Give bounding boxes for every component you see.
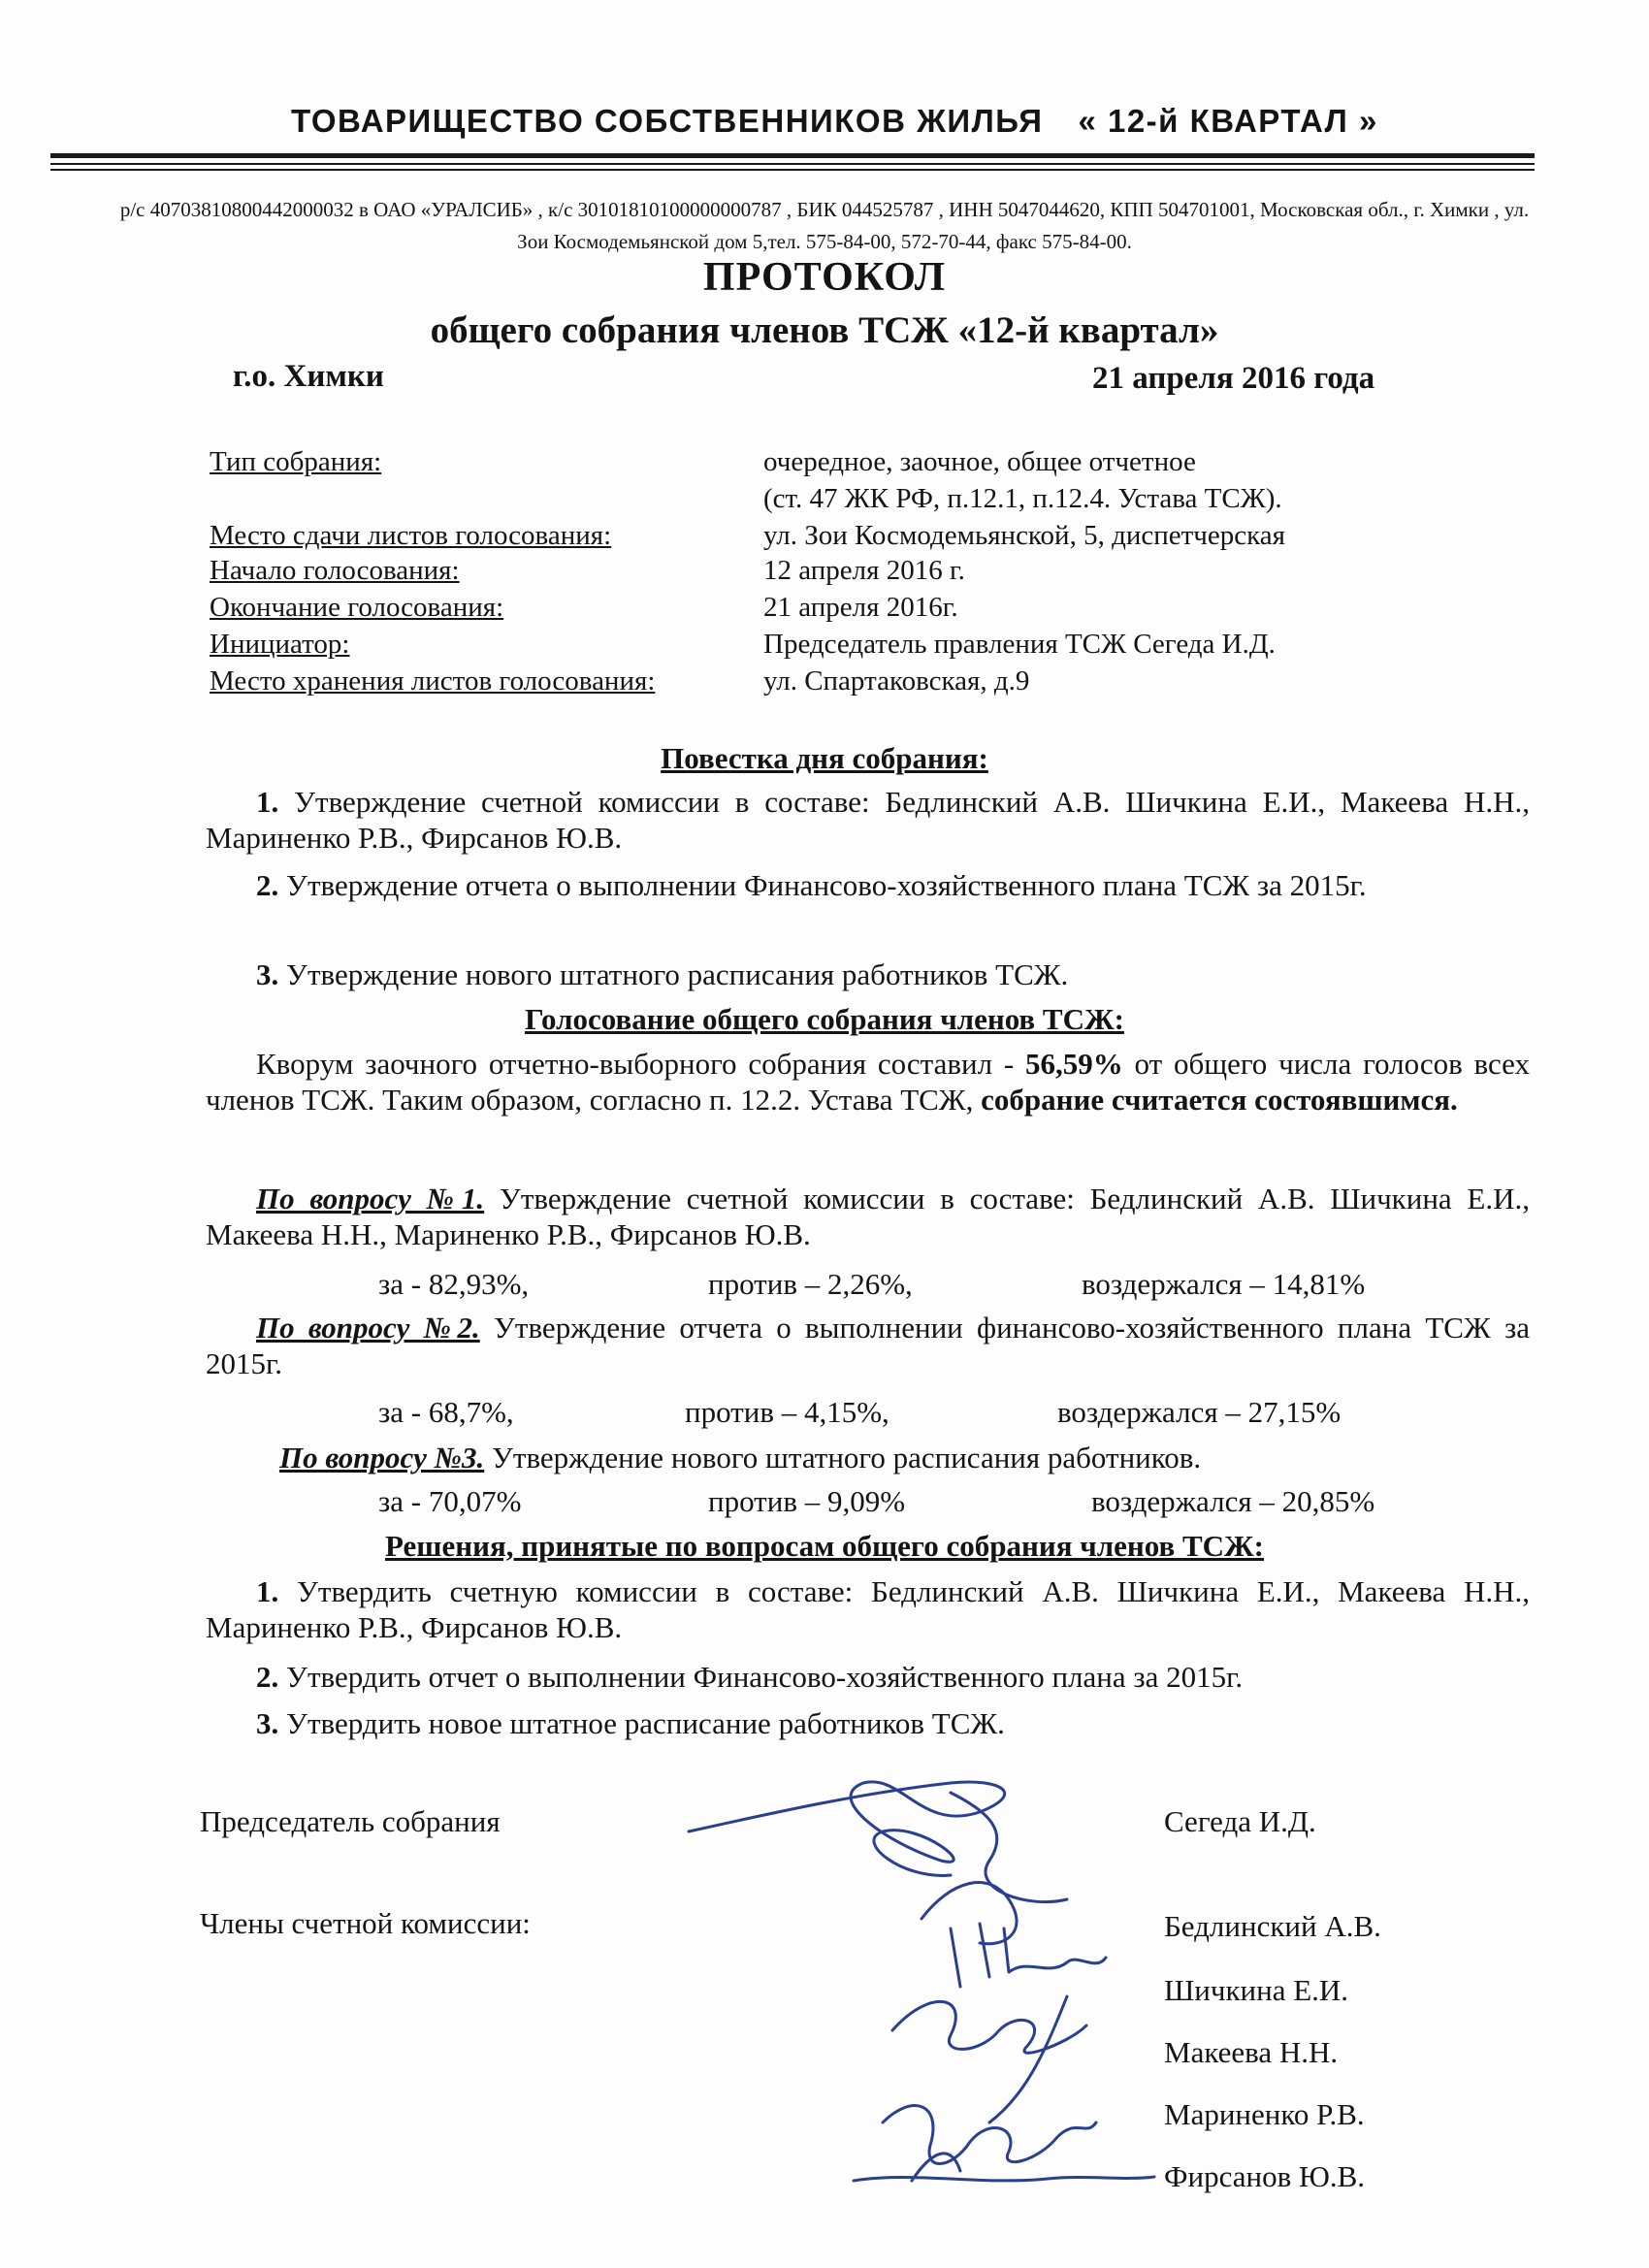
handwritten-signatures (660, 1754, 1203, 2210)
question-1-for: за - 82,93%, (378, 1267, 530, 1301)
signature-member-2 (892, 1996, 1086, 2122)
question-3 (229, 1440, 1529, 1475)
decision-3 (206, 1705, 1530, 1741)
question-3-text: Утверждение нового штатного расписания работников. (484, 1441, 1202, 1474)
question-2-for: за - 68,7%, (378, 1395, 514, 1429)
signature-member-3 (883, 2106, 1096, 2164)
question-2-against: против – 4,15%, (685, 1395, 889, 1429)
letterhead-rule-thick (50, 153, 1535, 158)
question-3-against: против – 9,09% (708, 1484, 906, 1518)
info-label-voting-start: Начало голосования: (210, 555, 460, 586)
decision-1-number: 1. (256, 1574, 279, 1608)
quorum-text-b: от общего числа голосов всех членов ТСЖ. Таким образом, согласно п. 12.2. Устава ТСЖ, (206, 1047, 1530, 1117)
decision-1-text: Утвердить счетную комиссии в составе: Бедлинский А.В. Шичкина Е.И., Макеева Н.Н., Мариненко Р.В., Фирсанов Ю.В. (206, 1574, 1530, 1644)
question-2-label: По вопросу №2. (256, 1311, 480, 1345)
question-2-abstain: воздержался – 27,15% (1057, 1395, 1342, 1429)
question-1 (206, 1181, 1530, 1252)
info-label-type: Тип собрания: (210, 446, 382, 477)
info-label-initiator: Инициатор: (210, 629, 350, 660)
agenda-item-2-number: 2. (256, 868, 279, 902)
decision-3-text: Утвердить новое штатное расписание работников ТСЖ. (278, 1706, 1005, 1740)
info-value-submission-place: ул. Зои Космодемьянской, 5, диспетчерская (763, 520, 1285, 551)
question-1-abstain: воздержался – 14,81% (1082, 1267, 1366, 1301)
question-3-label: По вопросу №3. (279, 1441, 485, 1474)
question-2 (206, 1310, 1530, 1381)
organization-type: ТОВАРИЩЕСТВО СОБСТВЕННИКОВ ЖИЛЬЯ (291, 103, 1044, 139)
decision-2 (206, 1659, 1530, 1695)
question-2-text: Утверждение отчета о выполнении финансово-хозяйственного плана ТСЖ за 2015г. (206, 1311, 1530, 1380)
info-value-voting-start: 12 апреля 2016 г. (763, 555, 965, 586)
info-value-initiator: Председатель правления ТСЖ Сегеда И.Д. (763, 629, 1276, 660)
agenda-item-3-number: 3. (256, 957, 279, 991)
agenda-item-3 (206, 956, 1530, 992)
decision-1 (206, 1573, 1530, 1645)
decision-2-number: 2. (256, 1660, 279, 1694)
bank-details: р/с 40703810800442000032 в ОАО «УРАЛСИБ» , к/с 30101810100000000787 , БИК 044525787 , ИНН 5047044620, КПП 504701001, Московская обл., г. Химки , ул. Зои Космодемьянской дом 5,тел. 575-84-00, 572-70-44, факс 575-84-00. (119, 198, 1530, 253)
letterhead-title (291, 103, 1436, 140)
letterhead-rule-thin-1 (50, 163, 1535, 165)
chair-label: Председатель собрания (200, 1804, 501, 1838)
letterhead-rule-thin-2 (50, 169, 1535, 171)
committee-member-5: Фирсанов Ю.В. (1164, 2159, 1365, 2193)
signature-chair (689, 1782, 1067, 1902)
info-label-storage-place: Место хранения листов голосования: (210, 665, 656, 697)
signature-member-4 (854, 2154, 1154, 2181)
question-3-abstain: воздержался – 20,85% (1091, 1484, 1375, 1518)
info-value-voting-end: 21 апреля 2016г. (763, 592, 958, 623)
question-1-text: Утверждение счетной комиссии в составе: Бедлинский А.В. Шичкина Е.И., Макеева Н.Н., Мариненко Р.В., Фирсанов Ю.В. (206, 1182, 1530, 1251)
question-1-label: По вопросу №1. (256, 1182, 485, 1215)
committee-member-4: Мариненко Р.В. (1164, 2097, 1365, 2131)
quorum-text-a: Кворум заочного отчетно-выборного собрания составил - (256, 1047, 1025, 1081)
document-date: 21 апреля 2016 года (1092, 361, 1375, 396)
quorum-paragraph (206, 1046, 1530, 1118)
info-value-storage-place: ул. Спартаковская, д.9 (763, 665, 1030, 697)
agenda-item-3-text: Утверждение нового штатного расписания работников ТСЖ. (278, 957, 1069, 991)
decision-2-text: Утвердить отчет о выполнении Финансово-хозяйственного плана за 2015г. (278, 1660, 1244, 1694)
quorum-conclusion: собрание считается состоявшимся. (981, 1083, 1458, 1117)
quorum-percent: 56,59% (1024, 1047, 1123, 1081)
committee-member-3: Макеева Н.Н. (1164, 2035, 1339, 2069)
committee-member-1: Бедлинский А.В. (1164, 1909, 1381, 1943)
agenda-item-1-number: 1. (256, 785, 279, 819)
info-label-submission-place: Место сдачи листов голосования: (210, 520, 612, 551)
agenda-item-1 (206, 784, 1530, 856)
agenda-item-1-text: Утверждение счетной комиссии в составе: Бедлинский А.В. Шичкина Е.И., Макеева Н.Н., Мариненко Р.В., Фирсанов Ю.В. (206, 785, 1530, 855)
info-value-type: очередное, заочное, общее отчетное (763, 446, 1196, 477)
decisions-heading: Решения, принятые по вопросам общего собрания членов ТСЖ: (385, 1529, 1264, 1563)
question-3-for: за - 70,07% (378, 1484, 522, 1518)
city: г.о. Химки (233, 359, 384, 394)
document-title: ПРОТОКОЛ (702, 255, 947, 300)
agenda-item-2-text: Утверждение отчета о выполнении Финансово-хозяйственного плана ТСЖ за 2015г. (278, 868, 1367, 902)
committee-member-2: Шичкина Е.И. (1164, 1973, 1349, 2007)
info-value-type-basis: (ст. 47 ЖК РФ, п.12.1, п.12.4. Устава ТСЖ). (763, 483, 1282, 514)
chair-name: Сегеда И.Д. (1164, 1804, 1316, 1838)
agenda-item-2 (206, 867, 1530, 903)
info-label-voting-end: Окончание голосования: (210, 592, 504, 623)
question-1-against: против – 2,26%, (708, 1267, 913, 1301)
decision-3-number: 3. (256, 1706, 279, 1740)
organization-name: « 12-й КВАРТАЛ » (1078, 103, 1378, 139)
agenda-heading: Повестка дня собрания: (661, 741, 988, 775)
voting-heading: Голосование общего собрания членов ТСЖ: (525, 1002, 1124, 1036)
committee-label: Члены счетной комиссии: (200, 1906, 531, 1940)
document-subtitle: общего собрания членов ТСЖ «12-й квартал» (430, 309, 1219, 351)
